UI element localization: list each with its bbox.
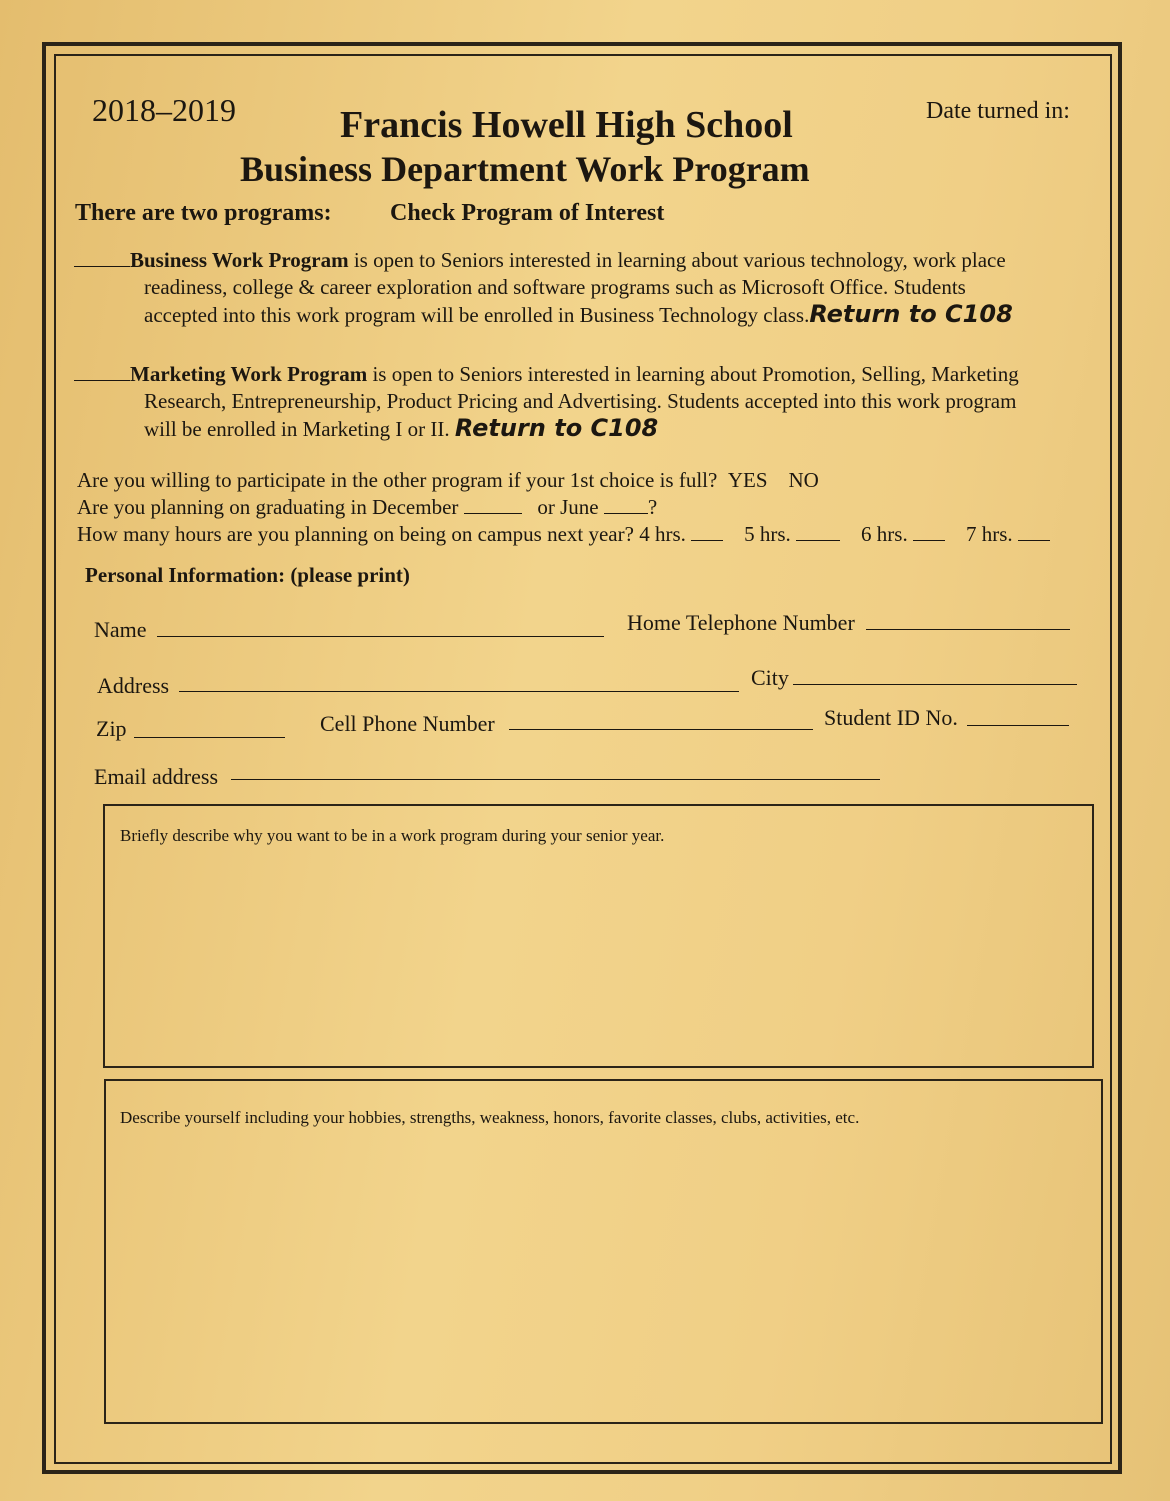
- email-label: Email address: [94, 764, 219, 789]
- two-programs-label: There are two programs:: [75, 200, 332, 226]
- why-work-program-prompt: Briefly describe why you want to be in a work program during your senior year.: [120, 826, 665, 845]
- hours-option-6: 6 hrs.: [861, 522, 908, 546]
- school-name: Francis Howell High School: [340, 104, 793, 146]
- marketing-return-room: Return to C108: [454, 414, 659, 442]
- marketing-program-line2: Research, Entrepreneurship, Product Pricing and Advertising. Students accepted into this work program: [144, 389, 1017, 413]
- business-program-line2: readiness, college & career exploration and software programs such as Microsoft Office. Students: [144, 275, 966, 299]
- hours-question: [77, 522, 1050, 547]
- address-label: Address: [97, 673, 170, 698]
- date-turned-in-label: Date turned in:: [926, 98, 1070, 124]
- other-program-text: Are you willing to participate in the other program if your 1st choice is full?: [77, 468, 718, 492]
- marketing-program-line1: is open to Seniors interested in learning about Promotion, Selling, Marketing: [367, 362, 1019, 386]
- hours-4-blank[interactable]: [691, 522, 723, 541]
- business-return-room: Return to C108: [809, 300, 1013, 328]
- business-program-name: Business Work Program: [130, 248, 349, 272]
- cell-phone-label: Cell Phone Number: [320, 711, 495, 736]
- cell-phone-field[interactable]: [509, 729, 813, 730]
- check-program-label: Check Program of Interest: [390, 200, 665, 226]
- question-mark: ?: [647, 495, 658, 519]
- business-program-line1: is open to Seniors interested in learning about various technology, work place: [348, 248, 1006, 272]
- zip-label: Zip: [96, 716, 127, 741]
- hours-6-blank[interactable]: [913, 522, 945, 541]
- personal-info-heading: Personal Information: (please print): [85, 563, 410, 587]
- program-title: Business Department Work Program: [240, 149, 810, 189]
- hours-text: How many hours are you planning on being on campus next year?: [77, 522, 634, 546]
- marketing-program-option: [74, 361, 1104, 443]
- city-field[interactable]: [793, 684, 1077, 685]
- marketing-program-name: Marketing Work Program: [130, 362, 368, 386]
- june-blank[interactable]: [604, 495, 648, 514]
- hours-option-4: 4 hrs.: [639, 522, 686, 546]
- hours-5-blank[interactable]: [796, 522, 840, 541]
- describe-yourself-box[interactable]: [104, 1079, 1103, 1424]
- home-phone-field[interactable]: [866, 629, 1070, 630]
- hours-option-7: 7 hrs.: [965, 522, 1013, 546]
- business-program-checkbox[interactable]: [74, 248, 130, 267]
- student-id-label: Student ID No.: [824, 705, 958, 730]
- marketing-program-line3: will be enrolled in Marketing I or II.: [144, 417, 450, 441]
- school-year: 2018–2019: [92, 92, 236, 128]
- marketing-program-checkbox[interactable]: [74, 362, 130, 381]
- name-field[interactable]: [157, 636, 604, 637]
- home-phone-label: Home Telephone Number: [627, 610, 855, 635]
- yes-option[interactable]: YES: [727, 468, 768, 492]
- business-program-line3: accepted into this work program will be enrolled in Business Technology class.: [144, 303, 810, 327]
- student-id-field[interactable]: [967, 725, 1069, 726]
- zip-field[interactable]: [134, 737, 285, 738]
- hours-option-5: 5 hrs.: [744, 522, 791, 546]
- describe-yourself-prompt: Describe yourself including your hobbies, strengths, weakness, honors, favorite classes, clubs, activities, etc.: [120, 1108, 860, 1127]
- hours-7-blank[interactable]: [1018, 522, 1050, 541]
- or-june-text: or June: [537, 495, 599, 519]
- december-blank[interactable]: [464, 495, 522, 514]
- city-label: City: [751, 665, 789, 690]
- graduating-text: Are you planning on graduating in December: [77, 495, 459, 519]
- other-program-question: [77, 468, 819, 493]
- business-program-option: [74, 247, 1094, 329]
- name-label: Name: [94, 617, 147, 642]
- no-option[interactable]: NO: [788, 468, 819, 492]
- address-field[interactable]: [179, 691, 739, 692]
- email-field[interactable]: [231, 779, 880, 780]
- graduating-question: [77, 495, 657, 520]
